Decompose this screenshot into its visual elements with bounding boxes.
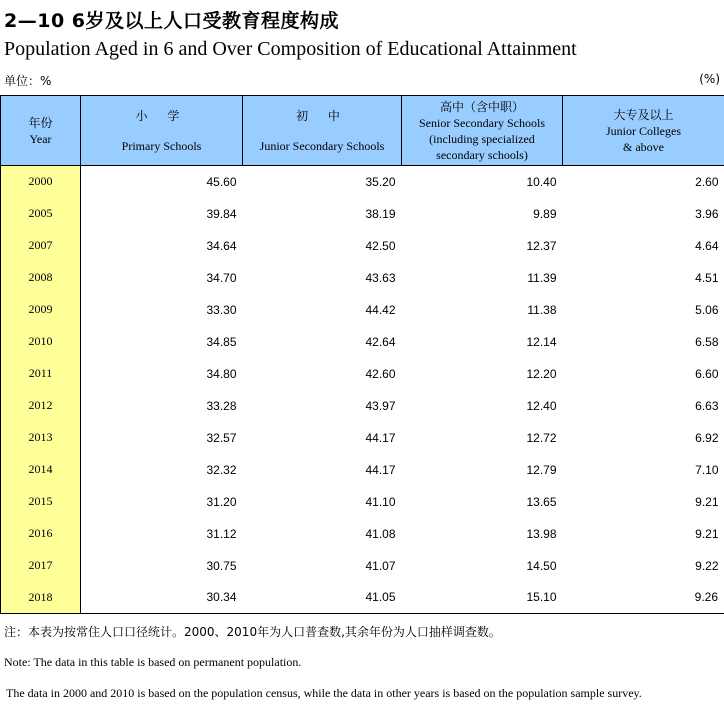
table-row bbox=[1, 422, 724, 454]
cell-primary: 31.20 bbox=[206, 494, 237, 509]
cell-year: 2016 bbox=[1, 518, 81, 550]
cell-senior: 15.10 bbox=[402, 582, 563, 614]
header-junior-en: Junior Secondary Schools bbox=[259, 139, 385, 153]
cell-senior: 12.79 bbox=[526, 462, 557, 477]
cell-primary: 30.75 bbox=[206, 558, 237, 573]
cell-junior: 38.19 bbox=[365, 206, 396, 221]
cell-year: 2011 bbox=[1, 358, 81, 390]
cell-junior: 41.05 bbox=[243, 582, 402, 614]
table-header-row bbox=[1, 96, 724, 166]
cell-junior: 44.42 bbox=[365, 302, 396, 317]
unit-label: 单位：% bbox=[4, 74, 52, 88]
cell-primary: 30.34 bbox=[81, 582, 243, 614]
header-senior-cn: 高中（含中职） bbox=[439, 100, 524, 114]
table-row bbox=[1, 294, 724, 326]
header-senior bbox=[402, 96, 563, 166]
cell-year: 2000 bbox=[1, 166, 81, 198]
cell-college: 6.60 bbox=[695, 366, 719, 381]
cell-year: 2012 bbox=[1, 390, 81, 422]
page-title-en: Population Aged in 6 and Over Composition of Educational Attainment bbox=[4, 38, 577, 60]
education-table bbox=[0, 95, 724, 614]
header-junior-cn: 初 中 bbox=[296, 109, 348, 123]
cell-junior: 43.63 bbox=[365, 270, 396, 285]
cell-year: 2018 bbox=[1, 582, 81, 614]
note-en-1: Note: The data in this table is based on permanent population. bbox=[4, 655, 302, 669]
cell-junior: 44.17 bbox=[365, 430, 396, 445]
header-college-cn: 大专及以上 bbox=[613, 108, 674, 122]
table-row bbox=[1, 262, 724, 294]
cell-college: 6.58 bbox=[695, 334, 719, 349]
cell-senior: 12.37 bbox=[526, 238, 557, 253]
header-senior-en-2: (including specialized bbox=[429, 132, 535, 146]
cell-junior: 42.60 bbox=[365, 366, 396, 381]
cell-college: 9.26 bbox=[563, 582, 724, 614]
header-college-en-1: Junior Colleges bbox=[606, 124, 681, 138]
cell-year: 2017 bbox=[1, 550, 81, 582]
table-row bbox=[1, 582, 724, 614]
table-row bbox=[1, 454, 724, 486]
cell-year: 2015 bbox=[1, 486, 81, 518]
cell-senior: 12.20 bbox=[526, 366, 557, 381]
table-row bbox=[1, 198, 724, 230]
header-senior-en-1: Senior Secondary Schools bbox=[419, 116, 545, 130]
cell-senior: 13.98 bbox=[526, 526, 557, 541]
cell-primary: 32.32 bbox=[206, 462, 237, 477]
cell-primary: 33.28 bbox=[206, 398, 237, 413]
cell-year: 2005 bbox=[1, 198, 81, 230]
cell-junior: 43.97 bbox=[365, 398, 396, 413]
header-primary-cn: 小 学 bbox=[135, 109, 188, 123]
cell-college: 5.06 bbox=[695, 302, 719, 317]
header-year-en: Year bbox=[29, 132, 52, 146]
cell-junior: 41.08 bbox=[365, 526, 396, 541]
cell-primary: 39.84 bbox=[206, 206, 237, 221]
cell-primary: 34.85 bbox=[206, 334, 237, 349]
cell-senior: 12.40 bbox=[526, 398, 557, 413]
cell-junior: 41.10 bbox=[365, 494, 396, 509]
header-primary-en: Primary Schools bbox=[121, 139, 202, 153]
cell-primary: 45.60 bbox=[206, 174, 237, 189]
cell-year: 2009 bbox=[1, 294, 81, 326]
header-primary bbox=[81, 96, 243, 166]
header-college bbox=[563, 96, 724, 166]
cell-primary: 34.80 bbox=[206, 366, 237, 381]
cell-primary: 32.57 bbox=[206, 430, 237, 445]
table-body bbox=[1, 166, 724, 614]
note-en-2: The data in 2000 and 2010 is based on the population census, while the data in other years is based on the population sample survey. bbox=[6, 686, 642, 700]
cell-primary: 34.64 bbox=[206, 238, 237, 253]
table-row bbox=[1, 166, 724, 198]
cell-junior: 35.20 bbox=[365, 174, 396, 189]
cell-college: 2.60 bbox=[695, 174, 719, 189]
header-year-cn: 年份 bbox=[28, 116, 53, 130]
header-college-en-2: & above bbox=[623, 140, 664, 154]
header-senior-en-3: secondary schools) bbox=[436, 148, 528, 162]
cell-college: 4.64 bbox=[695, 238, 719, 253]
cell-college: 4.51 bbox=[695, 270, 719, 285]
table-row bbox=[1, 390, 724, 422]
cell-primary: 31.12 bbox=[206, 526, 237, 541]
table-row bbox=[1, 550, 724, 582]
cell-senior: 13.65 bbox=[526, 494, 557, 509]
cell-junior: 42.64 bbox=[365, 334, 396, 349]
cell-junior: 41.07 bbox=[365, 558, 396, 573]
table-row bbox=[1, 358, 724, 390]
cell-primary: 34.70 bbox=[206, 270, 237, 285]
cell-college: 9.22 bbox=[695, 558, 719, 573]
cell-primary: 33.30 bbox=[206, 302, 237, 317]
cell-year: 2007 bbox=[1, 230, 81, 262]
cell-senior: 12.14 bbox=[526, 334, 557, 349]
table-row bbox=[1, 230, 724, 262]
cell-senior: 12.72 bbox=[526, 430, 557, 445]
cell-senior: 9.89 bbox=[533, 206, 557, 221]
cell-senior: 14.50 bbox=[526, 558, 557, 573]
cell-senior: 10.40 bbox=[526, 174, 557, 189]
cell-college: 6.92 bbox=[695, 430, 719, 445]
cell-senior: 11.38 bbox=[527, 302, 557, 317]
cell-college: 9.21 bbox=[695, 494, 719, 509]
header-junior bbox=[243, 96, 402, 166]
cell-year: 2014 bbox=[1, 454, 81, 486]
page-title-cn: 2—10 6岁及以上人口受教育程度构成 bbox=[4, 10, 339, 32]
table-row bbox=[1, 326, 724, 358]
cell-year: 2010 bbox=[1, 326, 81, 358]
cell-college: 7.10 bbox=[695, 462, 719, 477]
table-row bbox=[1, 486, 724, 518]
cell-college: 6.63 bbox=[695, 398, 719, 413]
cell-college: 9.21 bbox=[695, 526, 719, 541]
cell-year: 2008 bbox=[1, 262, 81, 294]
cell-junior: 44.17 bbox=[365, 462, 396, 477]
cell-college: 3.96 bbox=[695, 206, 719, 221]
note-cn: 注：本表为按常住人口口径统计。2000、2010年为人口普查数,其余年份为人口抽样调查数。 bbox=[4, 625, 501, 639]
unit-label-right: (%) bbox=[699, 72, 720, 86]
table-row bbox=[1, 518, 724, 550]
cell-senior: 11.39 bbox=[527, 270, 557, 285]
header-year bbox=[1, 96, 81, 166]
cell-junior: 42.50 bbox=[365, 238, 396, 253]
cell-year: 2013 bbox=[1, 422, 81, 454]
